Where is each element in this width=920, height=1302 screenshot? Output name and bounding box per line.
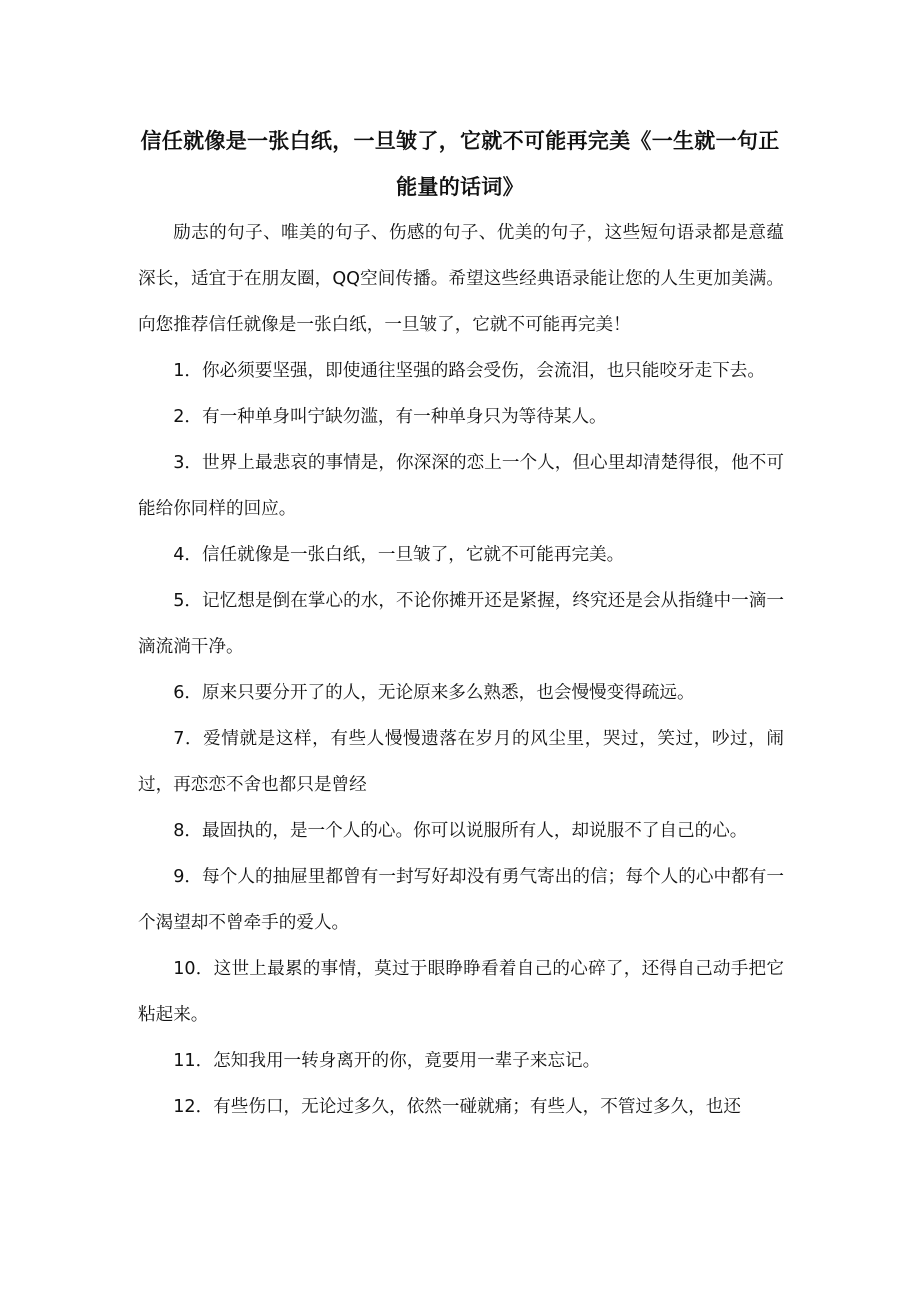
list-item: 6．原来只要分开了的人，无论原来多么熟悉，也会慢慢变得疏远。 — [173, 683, 695, 703]
list-item: 4．信任就像是一张白纸，一旦皱了，它就不可能再完美。 — [173, 545, 625, 565]
list-item: 7．爱情就是这样，有些人慢慢遗落在岁月的风尘里，哭过，笑过，吵过，闹过，再恋恋不舍也都只是曾经 — [138, 729, 784, 795]
list-item: 3．世界上最悲哀的事情是，你深深的恋上一个人，但心里却清楚得很，他不可能给你同样的回应。 — [138, 453, 784, 519]
intro-paragraph: 励志的句子、唯美的句子、伤感的句子、优美的句子，这些短句语录都是意蕴深长，适宜于在朋友圈，QQ空间传播。希望这些经典语录能让您的人生更加美满。向您推荐信任就像是一张白纸，一旦皱了，它就不可能再完美！ — [138, 223, 784, 335]
list-item: 5．记忆想是倒在掌心的水，不论你摊开还是紧握，终究还是会从指缝中一滴一滴流淌干净。 — [138, 591, 784, 657]
list-item: 1．你必须要坚强，即使通往坚强的路会受伤，会流泪，也只能咬牙走下去。 — [173, 361, 765, 381]
list-item: 11．怎知我用一转身离开的你，竟要用一辈子来忘记。 — [173, 1051, 601, 1071]
list-item: 10．这世上最累的事情，莫过于眼睁睁看着自己的心碎了，还得自己动手把它粘起来。 — [138, 959, 784, 1025]
list-item: 2．有一种单身叫宁缺勿滥，有一种单身只为等待某人。 — [173, 407, 607, 427]
list-item: 9．每个人的抽屉里都曾有一封写好却没有勇气寄出的信；每个人的心中都有一个渴望却不曾牵手的爱人。 — [138, 867, 784, 933]
document-title: 信任就像是一张白纸，一旦皱了，它就不可能再完美《一生就一句正能量的话词》 — [140, 129, 780, 199]
list-item: 12．有些伤口，无论过多久，依然一碰就痛；有些人，不管过多久，也还 — [173, 1097, 741, 1117]
document-body — [138, 210, 784, 1130]
list-item: 8．最固执的，是一个人的心。你可以说服所有人，却说服不了自己的心。 — [173, 821, 748, 841]
